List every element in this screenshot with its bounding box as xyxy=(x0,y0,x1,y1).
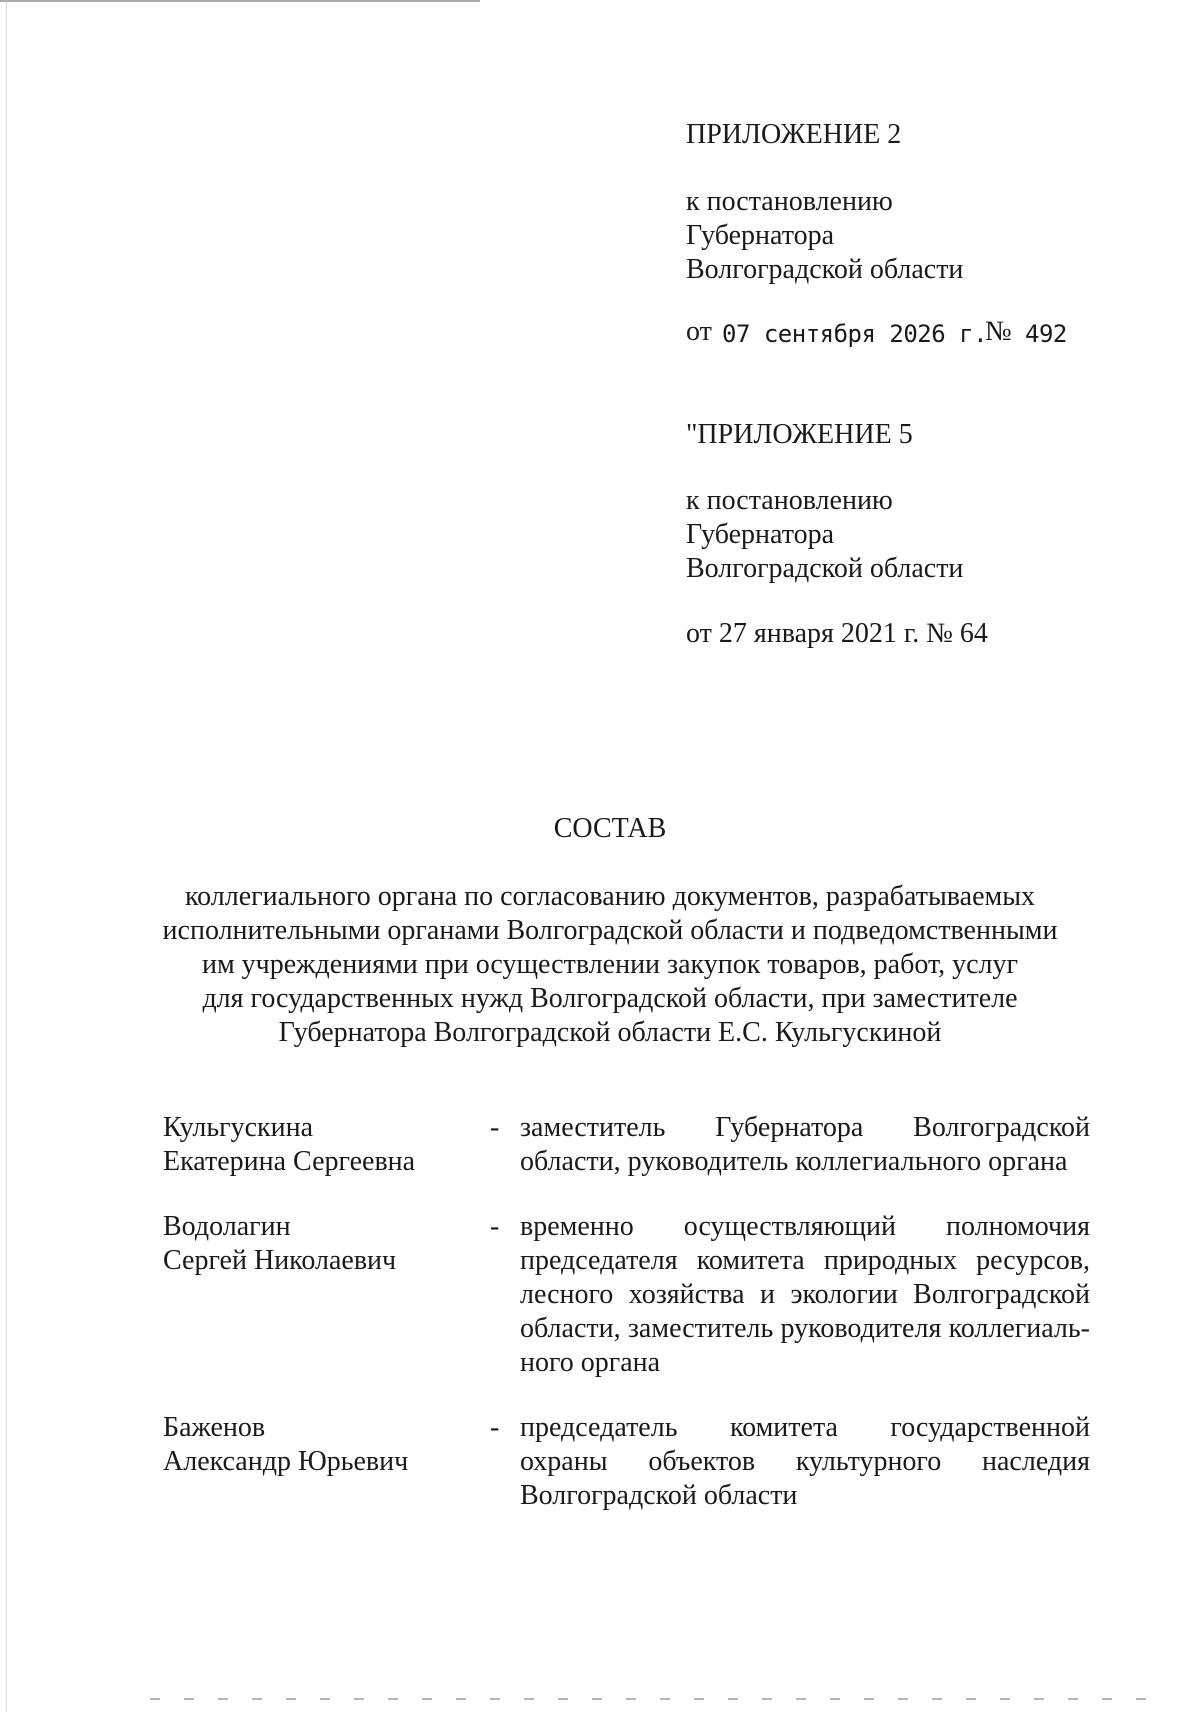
heading-line-2: исполнительными органами Волгоградской области и подведомственными xyxy=(162,915,1058,946)
document-heading: СОСТАВ xyxy=(553,813,667,844)
member-2-given-names: Сергей Николаевич xyxy=(163,1245,397,1276)
heading-line-4: для государственных нужд Волгоградской области, при заместителе xyxy=(202,983,1018,1014)
heading-line-3: им учреждениями при осуществлении закупок товаров, работ, услуг xyxy=(201,949,1019,980)
appendix-5-ref-line2: Губернатора xyxy=(686,519,835,550)
appendix-2-number-sign: № xyxy=(985,316,1012,347)
appendix-2-ref-line2: Губернатора xyxy=(686,220,835,251)
appendix-2-ref-line1: к постановлению xyxy=(686,186,893,217)
appendix-5-ref-line1: к постановлению xyxy=(686,485,893,516)
appendix-2-number-value: 492 xyxy=(1025,320,1067,348)
appendix-2-date-prefix: от xyxy=(686,316,712,347)
appendix-5-date-line: от 27 января 2021 г. № 64 xyxy=(686,618,988,649)
member-1-dash: - xyxy=(490,1112,500,1143)
member-3-position: председатель комитета государственной охраны объектов культурного наследия Волгоградской области xyxy=(520,1412,1090,1511)
heading-line-5: Губернатора Волгоградской области Е.С. Кульгускиной xyxy=(278,1017,942,1048)
appendix-5-title: "ПРИЛОЖЕНИЕ 5 xyxy=(686,419,913,450)
member-3-dash: - xyxy=(490,1412,500,1443)
appendix-2-title: ПРИЛОЖЕНИЕ 2 xyxy=(686,119,902,150)
scan-edge-line xyxy=(0,0,480,2)
member-3-given-names: Александр Юрьевич xyxy=(163,1446,409,1477)
appendix-2-date-value: 07 сентября 2026 г. xyxy=(722,320,988,348)
member-2-position: временно осуществляющий полномочия председателя комитета природных ресурсов, лесного хозяйства и экологии Волгоградской области, заместитель руководителя коллегиаль-ного органа xyxy=(520,1211,1090,1378)
heading-line-1: коллегиального органа по согласованию документов, разрабатываемых xyxy=(184,881,1036,912)
member-3-surname: Баженов xyxy=(163,1412,266,1443)
member-2-dash: - xyxy=(490,1211,500,1242)
scan-bottom-noise xyxy=(150,1698,1150,1700)
member-1-given-names: Екатерина Сергеевна xyxy=(163,1146,416,1177)
member-2-surname: Водолагин xyxy=(163,1211,291,1242)
scan-left-edge xyxy=(6,0,7,1712)
member-1-position: заместитель Губернатора Волгоградской области, руководитель коллегиального органа xyxy=(520,1112,1090,1177)
appendix-5-ref-line3: Волгоградской области xyxy=(686,553,964,584)
appendix-2-ref-line3: Волгоградской области xyxy=(686,254,964,285)
member-1-surname: Кульгускина xyxy=(163,1112,313,1143)
